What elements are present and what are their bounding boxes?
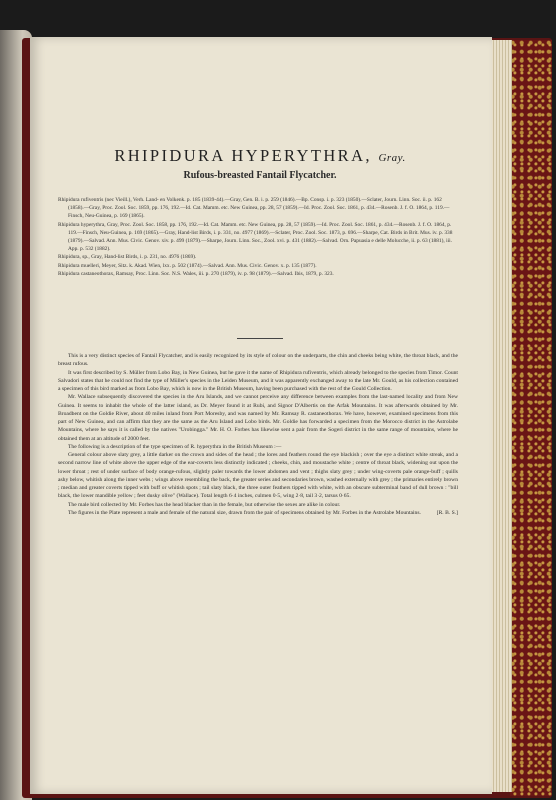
paragraph: Mr. Wallace subsequently discovered the species in the Aru Islands, and we cannot perceive any difference between examples from the last-named locality and from New Guinea. It seems to inhabit the whole of the latter island, as Dr. Meyer found it at Rubi, and Signor D'Albertis on the Arfak Mountains. It was afterwards obtained by Mr. Broadbent on the Goldie River, about 40 miles inland from Port Moresby, and was named by Mr. Ramsay R. castaneothorax. We have, however, examined specimens from this part of New Guinea, and can affirm that they are the same as the Aru Island and Lobo birds. Mr. Goldie has forwarded a specimen from the Morocco district in the Astrolabe Mountains, where he says it is called by the natives "Urobingga." Mr. H. O. Forbes has likewise sent a pair from the Sogeri district in the same range of mountains, where he obtained them at an altitude of 2000 feet. xyxy=(58,394,458,442)
paragraph: General colour above slaty grey, a little darker on the crown and sides of the head ; the lores and feathers round the eye blackish ; over the eye a distinct white streak, and a second narrow line of white above the upper edge of the ear-coverts less distinctly indicated ; cheeks, chin, and moustache white ; centre of throat black, widening out upon the lower throat ; rest of under surface of body orange-rufous, slightly paler towards the lower abdomen and vent ; thighs slaty grey ; under wing-coverts pale orange-buff ; quills ashy below, whitish along the inner webs ; wings above resembling the back, the greater series and secondaries brown, washed externally with grey ; the primaries entirely brown ; median and greater coverts tipped with buff or whitish spots ; tail slaty black, the three outer feathers tipped with white, with an obscure subterminal band of dull brown : "bill black, the lower mandible yellow ; feet dusky olive" (Wallace). Total length 6·4 inches, culmen 0·5, wing 2·8, tail 3·2, tarsus 0·65. xyxy=(58,452,458,500)
common-name: Rufous-breasted Fantail Flycatcher. xyxy=(183,170,337,181)
paragraph: The male bird collected by Mr. Forbes has the head blacker than in the female, but otherwise the sexes are alike in colour. xyxy=(68,501,341,508)
synonym-entry: Rhipidura castaneothorax, Ramsay, Proc. Linn. Soc. N.S. Wales, iii. p. 270 (1879), iv. p. 98 (1879).—Salvad. Ibis, 1879, p. 323. xyxy=(58,270,334,277)
paragraph: It was first described by S. Müller from Lobo Bay, in New Guinea, but he gave it the name of Rhipidura rufiventris, which already belonged to the species from Timor. Count Salvadori states that he could not find the type of Müller's species in the Leiden Museum, and it was apparently exchanged away to the late Mr. Gould, as his collection contained a specimen of this bird marked as from Lobo Bay, which is now in the British Museum, having been purchased with the rest of the Gould Collection. xyxy=(58,369,458,392)
decorative-cover-pattern xyxy=(510,40,552,796)
paragraph: The following is a description of the type specimen of R. hyperythra in the British Museum :— xyxy=(68,443,282,450)
synonymy-block xyxy=(58,196,458,278)
paragraph: This is a very distinct species of Fantail Flycatcher, and is easily recognized by its style of colour on the underparts, the chin and cheeks being white, the throat black, and the breast rufous. xyxy=(58,353,458,368)
species-author: Gray. xyxy=(378,152,406,164)
page-title xyxy=(58,146,462,166)
section-divider xyxy=(237,338,283,339)
synonym-entry: Rhipidura muelleri, Meyer, Sitz. k. Akad. Wien, lxx. p. 502 (1874).—Salvad. Ann. Mus. Civic. Genov. x. p. 135 (1877). xyxy=(58,262,317,269)
paragraph: The figures in the Plate represent a male and female of the natural size, drawn from the pair of specimens obtained by Mr. Forbes in the Astrolabe Mountains. xyxy=(68,509,421,516)
body-text xyxy=(58,352,458,517)
species-name: RHIPIDURA HYPERYTHRA, xyxy=(114,146,372,165)
synonym-entry: Rhipidura rufiventris (nec Vieill.), Verh. Land- en Volkenk. p. 185 (1839-44).—Gray, Gen. B. i. p. 259 (1846).—Bp. Consp. i. p. 323 (1850).—Sclater, Journ. Linn. Soc. ii. p. 162 (1858).—Gray, Proc. Zool. Soc. 1859, pp. 176, 192.—Id. Cat. Mamm. etc. New Guinea, pp. 28, 57 (1859).—Id. Proc. Zool. Soc. 1861, p. 434.—Rosenb. J. f. O. 1864, p. 119.—Finsch, Neu-Guinea, p. 169 (1865). xyxy=(58,197,450,220)
author-initials: [R. B. S.] xyxy=(436,510,458,516)
synonym-entry: Rhipidura hyperythra, Gray, Proc. Zool. Soc. 1858, pp. 176, 192.—Id. Cat. Mamm. etc. New Guinea, pp. 28, 57 (1859).—Id. Proc. Zool. Soc. 1861, p. 434.—Rosenb. J. f. O. 1864, p. 119.—Finsch, Neu-Guinea, p. 169 (1865).—Gray, Hand-list Birds, i. p. 331, no. 4977 (1869).—Sclater, Proc. Zool. Soc. 1873, p. 696.—Sharpe, Cat. Birds in Brit. Mus. iv. p. 338 (1879).—Salvad. Ann. Mus. Civic. Genov. xiv. p. 499 (1879).—Sharpe, Journ. Linn. Soc., Zool. xvi. p. 431 (1882).—Salvad. Orn. Papuasia e delle Molucche, ii. p. 63 (1881), iii. App. p. 532 (1882). xyxy=(58,221,453,253)
synonym-entry: Rhipidura, sp., Gray, Hand-list Birds, i. p. 231, no. 4976 (1869). xyxy=(58,254,197,261)
